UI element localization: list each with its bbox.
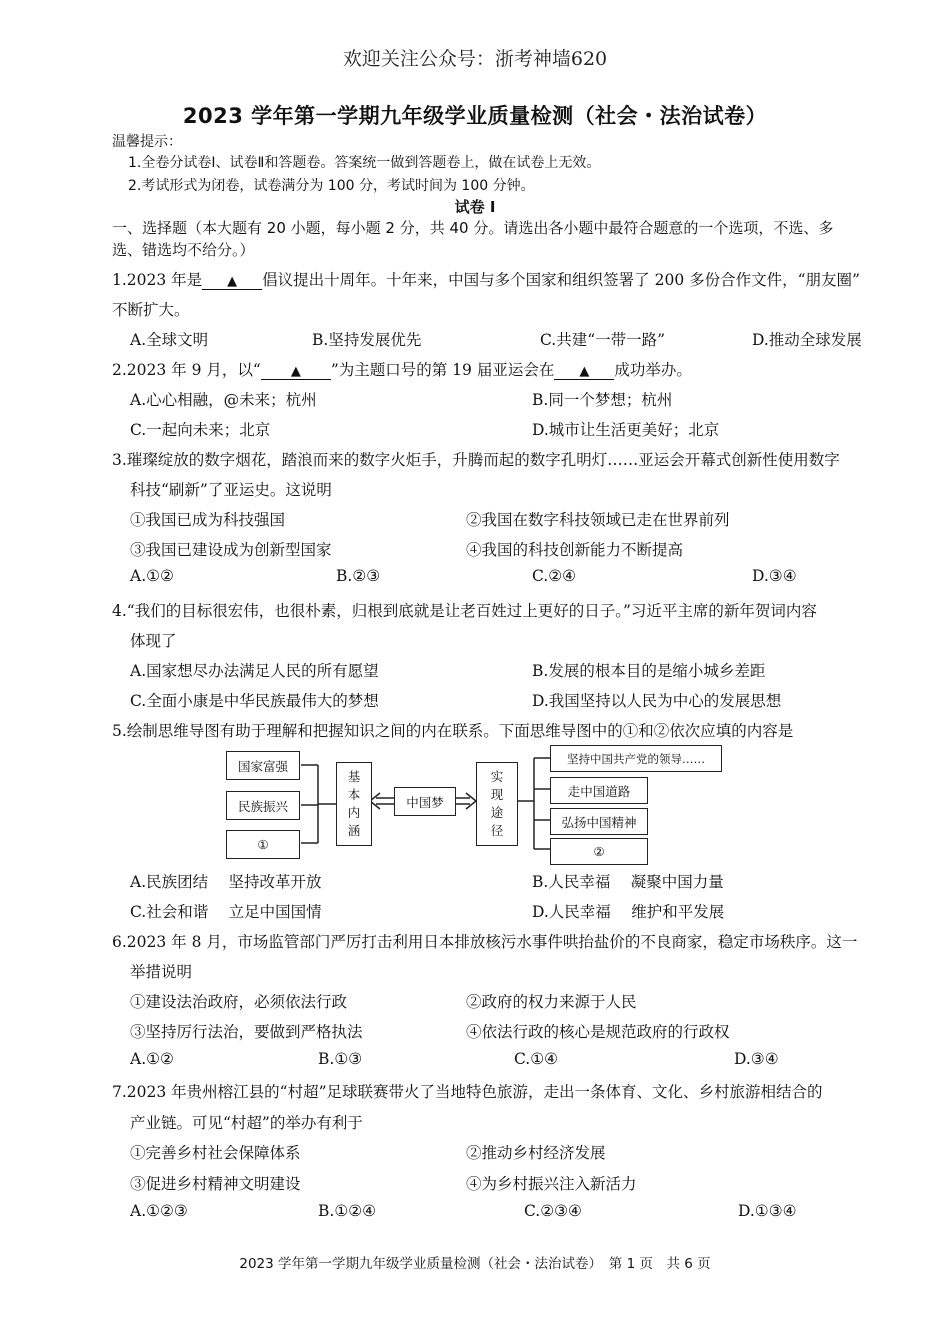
tips-item: 1.全卷分试卷Ⅰ、试卷Ⅱ和答题卷。答案统一做到答题卷上，做在试卷上无效。	[128, 155, 601, 171]
option: B.①③	[318, 1050, 363, 1068]
question-1: 1.2023 年是 ▲ 倡议提出十周年。十年来，中国与多个国家和组织签署了 200 多份合作文件，“朋友圈”	[112, 271, 860, 289]
question-6-cont: 举措说明	[130, 963, 193, 981]
option: A.国家想尽办法满足人民的所有愿望	[130, 662, 379, 680]
diagram-box-party-leadership: 坚持中国共产党的领导……	[550, 745, 722, 772]
option: C.②③④	[524, 1202, 582, 1220]
diagram-box-blank-1: ①	[226, 830, 300, 859]
question-2: 2.2023 年 9 月，以“ ▲ ”为主题口号的第 19 届亚运会在 ▲ 成功举办。	[112, 361, 692, 379]
question-3-cont: 科技“刷新”了亚运史。这说明	[130, 481, 332, 499]
statement: ④我国的科技创新能力不断提高	[466, 541, 684, 559]
option: C.①④	[514, 1050, 559, 1068]
watermark: 欢迎关注公众号：浙考神墙620	[342, 48, 608, 70]
diagram-box-blank-2: ②	[550, 838, 648, 865]
question-6: 6.2023 年 8 月，市场监管部门严厉打击利用日本排放核污水事件哄抬盐价的不良商家，稳定市场秩序。这一	[112, 933, 858, 951]
diagram-box-chinese-spirit: 弘扬中国精神	[550, 808, 648, 835]
option: A.全球文明	[130, 331, 209, 349]
section-heading-cont: 选、错选均不给分。）	[112, 241, 255, 259]
answer-blank: ▲	[261, 364, 331, 380]
statement: ①完善乡村社会保障体系	[130, 1144, 301, 1162]
option: D.①③④	[738, 1202, 797, 1220]
option: B.人民幸福 凝聚中国力量	[532, 873, 724, 891]
page-footer: 2023 学年第一学期九年级学业质量检测（社会・法治试卷） 第 1 页 共 6 页	[239, 1256, 711, 1272]
diagram-box-national-prosperity: 国家富强	[226, 751, 300, 780]
option: A.①②	[130, 567, 174, 585]
option: D.③④	[752, 567, 797, 585]
tips-heading: 温馨提示：	[112, 134, 182, 150]
question-4-cont: 体现了	[130, 632, 177, 650]
option: B.同一个梦想；杭州	[532, 391, 673, 409]
option: C.社会和谐 立足中国国情	[130, 903, 322, 921]
option: C.一起向未来；北京	[130, 421, 271, 439]
statement: ③我国已建设成为创新型国家	[130, 541, 332, 559]
option: B.发展的根本目的是缩小城乡差距	[532, 662, 766, 680]
option: C.②④	[532, 567, 577, 585]
statement: ④依法行政的核心是规范政府的行政权	[466, 1023, 730, 1041]
question-7: 7.2023 年贵州榕江县的“村超”足球联赛带火了当地特色旅游，走出一条体育、文化、乡村旅游相结合的	[112, 1083, 823, 1101]
page-title: 2023 学年第一学期九年级学业质量检测（社会・法治试卷）	[182, 104, 768, 128]
question-4: 4.“我们的目标很宏伟，也很朴素，归根到底就是让老百姓过上更好的日子。”习近平主席的新年贺词内容	[112, 602, 817, 620]
option: D.人民幸福 维护和平发展	[532, 903, 725, 921]
option: D.我国坚持以人民为中心的发展思想	[532, 692, 782, 710]
option: D.推动全球发展	[752, 331, 862, 349]
option: C.共建“一带一路”	[540, 331, 666, 349]
statement: ②我国在数字科技领域已走在世界前列	[466, 511, 730, 529]
question-3: 3.璀璨绽放的数字烟花，踏浪而来的数字火炬手，升腾而起的数字孔明灯……亚运会开幕式创新性使用数字	[112, 451, 840, 469]
statement: ④为乡村振兴注入新活力	[466, 1175, 637, 1193]
option: A.①②	[130, 1050, 174, 1068]
answer-blank: ▲	[202, 274, 262, 290]
tips-item: 2.考试形式为闭卷，试卷满分为 100 分，考试时间为 100 分钟。	[128, 178, 535, 194]
question-1-cont: 不断扩大。	[112, 301, 190, 319]
answer-blank: ▲	[554, 364, 614, 380]
question-5: 5.绘制思维导图有助于理解和把握知识之间的内在联系。下面思维导图中的①和②依次应填的内容是	[112, 722, 794, 740]
statement: ③促进乡村精神文明建设	[130, 1175, 301, 1193]
diagram-box-paths: 实 现 途 径	[476, 762, 518, 846]
statement: ①我国已成为科技强国	[130, 511, 286, 529]
section-heading: 一、选择题（本大题有 20 小题，每小题 2 分，共 40 分。请选出各小题中最符合题意的一个选项，不选、多	[112, 219, 834, 237]
option: A.民族团结 坚持改革开放	[130, 873, 322, 891]
statement: ③坚持厉行法治，要做到严格执法	[130, 1023, 363, 1041]
question-7-cont: 产业链。可见“村超”的举办有利于	[130, 1114, 363, 1132]
option: B.坚持发展优先	[312, 331, 422, 349]
diagram-box-basic-connotation: 基 本 内 涵	[336, 762, 372, 846]
option: A.①②③	[130, 1202, 188, 1220]
option: A.心心相融，@未来；杭州	[130, 391, 317, 409]
option: D.③④	[734, 1050, 779, 1068]
option: C.全面小康是中华民族最伟大的梦想	[130, 692, 379, 710]
statement: ②推动乡村经济发展	[466, 1144, 606, 1162]
paper-label: 试卷 Ⅰ	[454, 198, 496, 216]
option: B.①②④	[318, 1202, 377, 1220]
option: D.城市让生活更美好；北京	[532, 421, 720, 439]
diagram-box-chinese-dream: 中国梦	[394, 787, 456, 816]
statement: ②政府的权力来源于人民	[466, 993, 637, 1011]
diagram-box-national-rejuvenation: 民族振兴	[226, 791, 300, 820]
diagram-box-chinese-road: 走中国道路	[550, 777, 648, 804]
option: B.②③	[336, 567, 381, 585]
statement: ①建设法治政府，必须依法行政	[130, 993, 348, 1011]
